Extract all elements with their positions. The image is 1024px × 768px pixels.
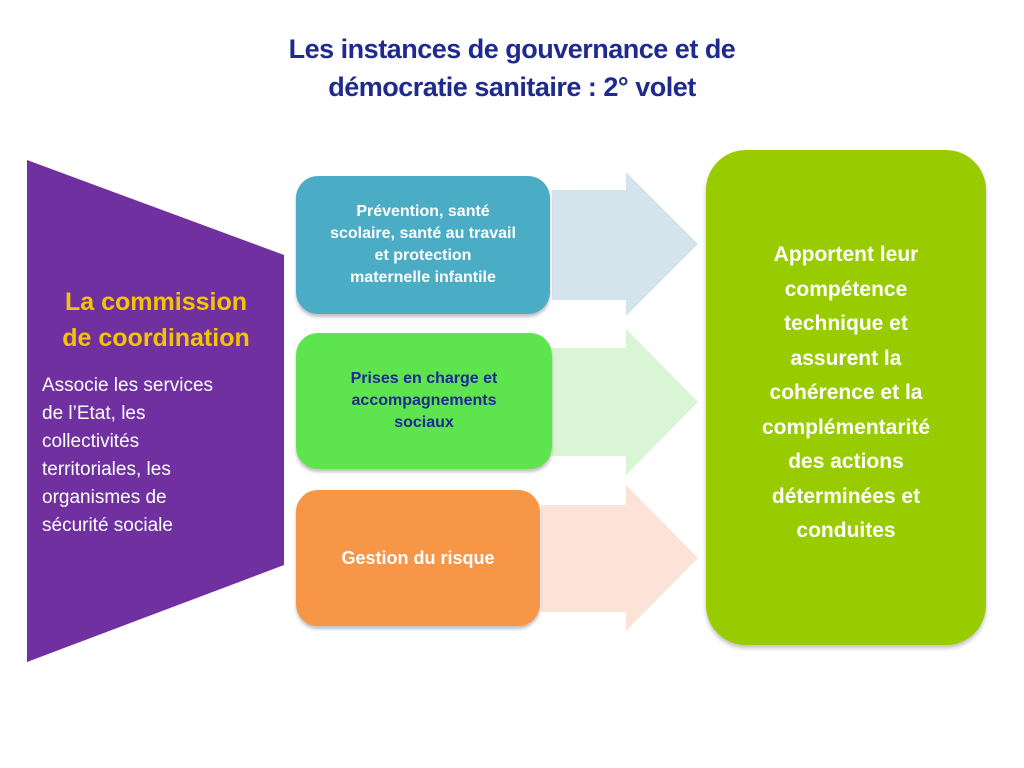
box-prevention-line: et protection: [374, 247, 472, 264]
arrow-prises-en-charge: [552, 329, 698, 475]
commission-desc-line: territoriales, les: [42, 459, 171, 480]
title-line-1: Les instances de gouvernance et de: [288, 34, 736, 64]
commission-desc-line: de l’Etat, les: [42, 403, 146, 424]
result-line: des actions: [788, 450, 904, 473]
commission-desc-line: sécurité sociale: [42, 515, 173, 536]
result-line: complémentarité: [761, 415, 931, 439]
title-line-2: démocratie sanitaire : 2° volet: [328, 72, 696, 102]
box-prises-line: Prises en charge et: [350, 370, 498, 387]
commission-desc-line: organismes de: [42, 487, 167, 508]
commission-heading-line-1: La commission: [65, 288, 247, 316]
result-line: compétence: [784, 277, 908, 301]
commission-heading: [40, 284, 272, 356]
commission-desc-line: Associe les services: [42, 375, 214, 396]
commission-desc-line: collectivités: [42, 431, 140, 452]
commission-heading-line-2: de coordination: [62, 324, 250, 352]
box-prevention-text: [330, 201, 516, 289]
arrow-gestion-risque: [541, 485, 698, 631]
box-gestion-line: Gestion du risque: [341, 548, 495, 568]
result-line: Apportent leur: [773, 243, 919, 266]
result-line: déterminées et: [771, 484, 921, 508]
box-prevention-line: Prévention, santé: [356, 203, 490, 220]
box-prevention-line: scolaire, santé au travail: [330, 225, 516, 242]
box-prises-line: accompagnements: [351, 392, 497, 409]
box-gestion-risque: [296, 490, 540, 626]
arrow-prevention: [552, 172, 698, 316]
result-text: [720, 238, 972, 549]
box-prevention: [296, 176, 550, 314]
result-line: cohérence et la: [769, 381, 923, 404]
result-line: technique et: [784, 312, 908, 335]
box-prevention-line: maternelle infantile: [350, 269, 496, 286]
box-prises-line: sociaux: [394, 414, 454, 431]
result-line: conduites: [796, 519, 896, 542]
result-line: assurent la: [790, 346, 902, 370]
commission-description: [42, 372, 270, 540]
box-prises-en-charge-text: [351, 368, 498, 434]
box-prises-en-charge: [296, 333, 552, 469]
box-gestion-risque-text: [341, 546, 494, 570]
